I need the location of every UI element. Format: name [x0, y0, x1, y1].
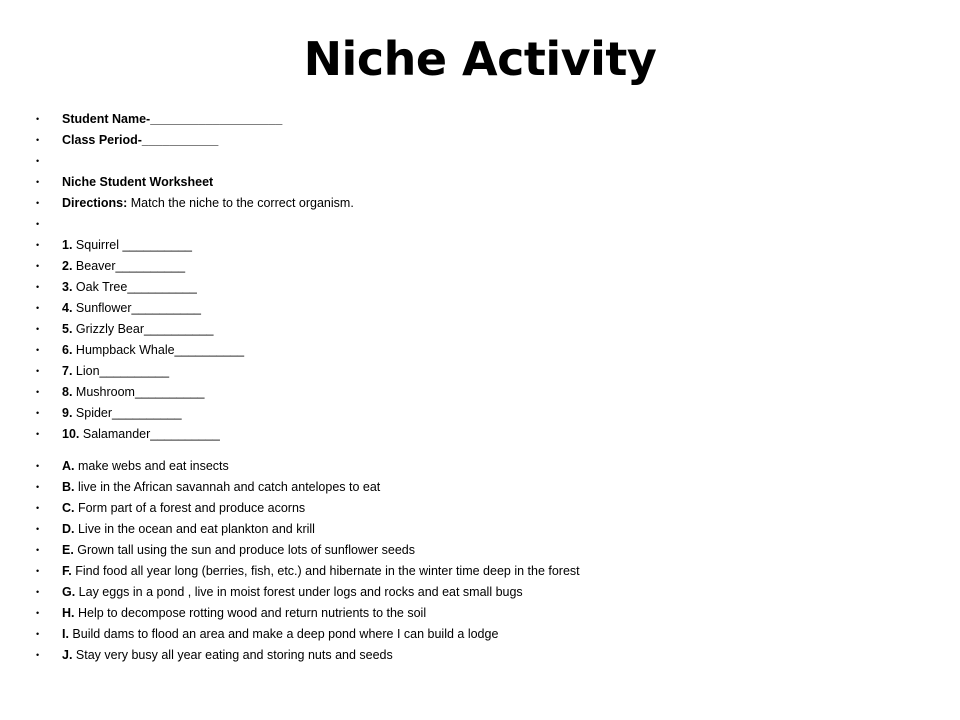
organism-item-bold-text: 3.: [62, 280, 73, 294]
blank-line: [36, 151, 936, 172]
niche-item: [36, 540, 936, 561]
bullet-marker: •: [36, 566, 40, 576]
organism-item-bold-text: 5.: [62, 322, 73, 336]
organism-item-bold-text: 9.: [62, 406, 73, 420]
organism-item: [36, 340, 936, 361]
slide-title: Niche Activity: [303, 32, 657, 86]
niche-item-bold-text: C.: [62, 501, 75, 515]
bullet-marker: •: [36, 282, 40, 292]
organism-item: [36, 403, 936, 424]
bullet-marker: •: [36, 345, 40, 355]
niche-item-bold-text: E.: [62, 543, 74, 557]
student-name-line-bold-text: Student Name-___________________: [62, 112, 283, 126]
niche-item-bold-text: D.: [62, 522, 75, 536]
organism-item-text: Oak Tree__________: [72, 280, 197, 294]
organism-item-bold-text: 4.: [62, 301, 73, 315]
directions-line: [36, 193, 936, 214]
worksheet-heading-bold-text: Niche Student Worksheet: [62, 175, 214, 189]
bullet-marker: •: [36, 408, 40, 418]
organism-item-text: Sunflower__________: [72, 301, 202, 315]
class-period-line-bold-text: Class Period-___________: [62, 133, 219, 147]
worksheet-heading: [36, 172, 936, 193]
organism-item: [36, 256, 936, 277]
bullet-marker: •: [36, 198, 40, 208]
niche-item-text: Help to decompose rotting wood and return nutrients to the soil: [74, 606, 427, 620]
organism-item: [36, 298, 936, 319]
bullet-marker: •: [36, 114, 40, 124]
niche-item: [36, 561, 936, 582]
niche-item-text: Stay very busy all year eating and storing nuts and seeds: [72, 648, 393, 662]
organism-item-bold-text: 1.: [62, 238, 73, 252]
niche-item-text: live in the African savannah and catch antelopes to eat: [74, 480, 381, 494]
organism-item-text: Spider__________: [72, 406, 182, 420]
organism-item-text: Salamander__________: [79, 427, 220, 441]
bullet-marker: •: [36, 545, 40, 555]
niche-item-text: Find food all year long (berries, fish, etc.) and hibernate in the winter time deep in the forest: [71, 564, 580, 578]
niche-item-bold-text: J.: [62, 648, 73, 662]
niche-item-text: Live in the ocean and eat plankton and krill: [74, 522, 315, 536]
organism-item-text: Mushroom__________: [72, 385, 205, 399]
niche-item: [36, 603, 936, 624]
bullet-marker: •: [36, 524, 40, 534]
niche-item-text: make webs and eat insects: [74, 459, 229, 473]
bullet-marker: •: [36, 219, 40, 229]
organism-item-text: Humpback Whale__________: [72, 343, 245, 357]
niche-item: [36, 624, 936, 645]
niche-item-bold-text: F.: [62, 564, 72, 578]
organism-item-bold-text: 6.: [62, 343, 73, 357]
organism-item: [36, 277, 936, 298]
bullet-marker: •: [36, 461, 40, 471]
organism-item-text: Grizzly Bear__________: [72, 322, 214, 336]
organism-item: [36, 424, 936, 445]
class-period-line: [36, 130, 936, 151]
niche-item-bold-text: I.: [62, 627, 69, 641]
worksheet-bullet-list: [36, 109, 936, 666]
bullet-marker: •: [36, 261, 40, 271]
organism-item-text: Beaver__________: [72, 259, 186, 273]
bullet-marker: •: [36, 324, 40, 334]
student-name-line: [36, 109, 936, 130]
niche-item-bold-text: H.: [62, 606, 75, 620]
organism-item: [36, 235, 936, 256]
niche-item: [36, 456, 936, 477]
bullet-marker: •: [36, 608, 40, 618]
bullet-marker: •: [36, 629, 40, 639]
organism-item: [36, 319, 936, 340]
bullet-marker: •: [36, 177, 40, 187]
bullet-marker: •: [36, 156, 40, 166]
organism-item-bold-text: 2.: [62, 259, 73, 273]
niche-item-bold-text: G.: [62, 585, 76, 599]
bullet-marker: •: [36, 650, 40, 660]
organism-item-text: Lion__________: [72, 364, 170, 378]
organism-item: [36, 382, 936, 403]
bullet-marker: •: [36, 240, 40, 250]
niche-item-text: Grown tall using the sun and produce lots of sunflower seeds: [73, 543, 415, 557]
organism-item: [36, 361, 936, 382]
bullet-marker: •: [36, 429, 40, 439]
directions-line-text: Match the niche to the correct organism.: [127, 196, 354, 210]
bullet-marker: •: [36, 503, 40, 513]
organism-item-text: Squirrel __________: [72, 238, 192, 252]
niche-item-bold-text: A.: [62, 459, 75, 473]
organism-item-bold-text: 10.: [62, 427, 80, 441]
niche-item: [36, 477, 936, 498]
bullet-marker: •: [36, 366, 40, 376]
blank-line: [36, 214, 936, 235]
bullet-marker: •: [36, 303, 40, 313]
bullet-marker: •: [36, 482, 40, 492]
niche-item: [36, 582, 936, 603]
directions-line-bold-text: Directions:: [62, 196, 128, 210]
organism-item-bold-text: 8.: [62, 385, 73, 399]
niche-item: [36, 645, 936, 666]
niche-item: [36, 519, 936, 540]
niche-item-text: Form part of a forest and produce acorns: [74, 501, 306, 515]
bullet-marker: •: [36, 387, 40, 397]
niche-item: [36, 498, 936, 519]
organism-item-bold-text: 7.: [62, 364, 73, 378]
bullet-marker: •: [36, 135, 40, 145]
bullet-marker: •: [36, 587, 40, 597]
niche-item-text: Build dams to flood an area and make a deep pond where I can build a lodge: [68, 627, 499, 641]
niche-item-text: Lay eggs in a pond , live in moist forest under logs and rocks and eat small bugs: [75, 585, 523, 599]
niche-item-bold-text: B.: [62, 480, 75, 494]
